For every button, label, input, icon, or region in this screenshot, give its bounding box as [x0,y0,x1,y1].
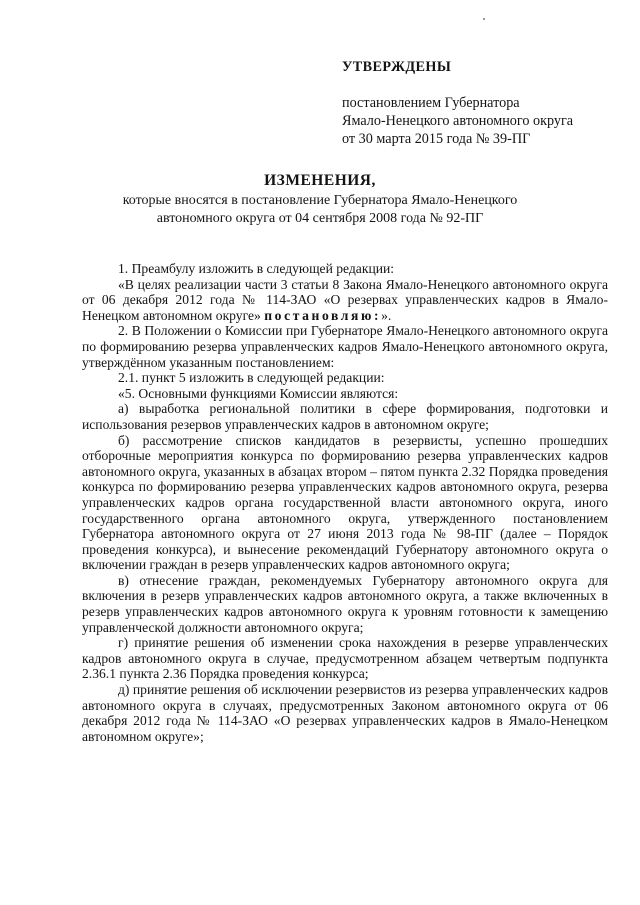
paragraph-sub-d: д) принятие решения об исключении резервистов из резерва управленческих кадров автономного округа в случаях, предусмотренных Законом автономного округа от 06 декабря 2012 года № 114-ЗАО «О резервах управленческих кадров в Ямало-Ненецком автономном округе»; [82,682,608,744]
approval-heading: УТВЕРЖДЕНЫ [342,59,452,75]
subtitle-line-2: автономного округа от 04 сентября 2008 года № 92-ПГ [156,211,484,226]
paragraph-item-2-1: 2.1. пункт 5 изложить в следующей редакции: [118,370,385,386]
document-body [82,261,608,744]
scan-speck [483,18,485,20]
paragraph-preamble-intro: 1. Преамбулу изложить в следующей редакции: [118,261,395,276]
paragraph-sub-v: в) отнесение граждан, рекомендуемых Губернатору автономного округа для включения в резерв управленческих кадров автономного округа, а также включенных в резерв управленческих кадров автономного округа к уровням готовности к замещению управленческой должности автономного округа; [82,572,608,635]
document-title: ИЗМЕНЕНИЯ, [264,172,376,189]
paragraph-preamble-text [82,277,608,324]
paragraph-item-2: 2. В Положении о Комиссии при Губернаторе Ямало-Ненецкого автономного округа по формированию резерва управленческих кадров Ямало-Ненецкого автономного округа, утверждённом указанным постановлением: [82,323,608,370]
preamble-end: ». [381,307,392,323]
document-subtitle [60,192,580,228]
approval-line-1: постановлением Губернатора [342,95,520,111]
approval-line-3: от 30 марта 2015 года № 39-ПГ [342,131,531,147]
paragraph-sub-b: б) рассмотрение списков кандидатов в резервисты, успешно прошедших отборочные мероприятия конкурса по формированию резерва управленческих кадров автономного округа, указанных в абзацах втором – пятом пункта 2.32 Порядка проведения конкурса по формированию резерва управленческих кадров автономного округа, резерва управленческих кадров органа государственной власти автономного округа, иного государственного органа автономного округа, утвержденного постановлением Губернатора автономного округа от 27 июня 2013 года № 98-ПГ (далее – Порядок проведения конкурса), и вынесение рекомендаций Губернатору автономного округа о включении граждан в резерв управленческих кадров автономного округа; [82,432,608,573]
preamble-text: «В целях реализации части 3 статьи 8 Закона Ямало-Ненецкого автономного округа от 06 декабря 2012 года № 114-ЗАО «О резервах управленческих кадров в Ямало-Ненецком автономном округе» [82,276,608,323]
approval-block [342,58,622,148]
subtitle-line-1: которые вносятся в постановление Губернатора Ямало-Ненецкого [122,193,518,208]
paragraph-sub-a: а) выработка региональной политики в сфере формирования, подготовки и использования резервов управленческих кадров в автономном округе; [82,401,608,432]
approval-line-2: Ямало-Ненецкого автономного округа [342,113,574,129]
paragraph-item-5: «5. Основными функциями Комиссии являются: [118,385,399,401]
paragraph-sub-g: г) принятие решения об изменении срока нахождения в резерве управленческих кадров автономного округа в случае, предусмотренном абзацем четвертым подпункта 2.36.1 пункта 2.36 Порядка проведения конкурса; [82,635,608,682]
preamble-decree-word: постановляю: [264,307,382,323]
